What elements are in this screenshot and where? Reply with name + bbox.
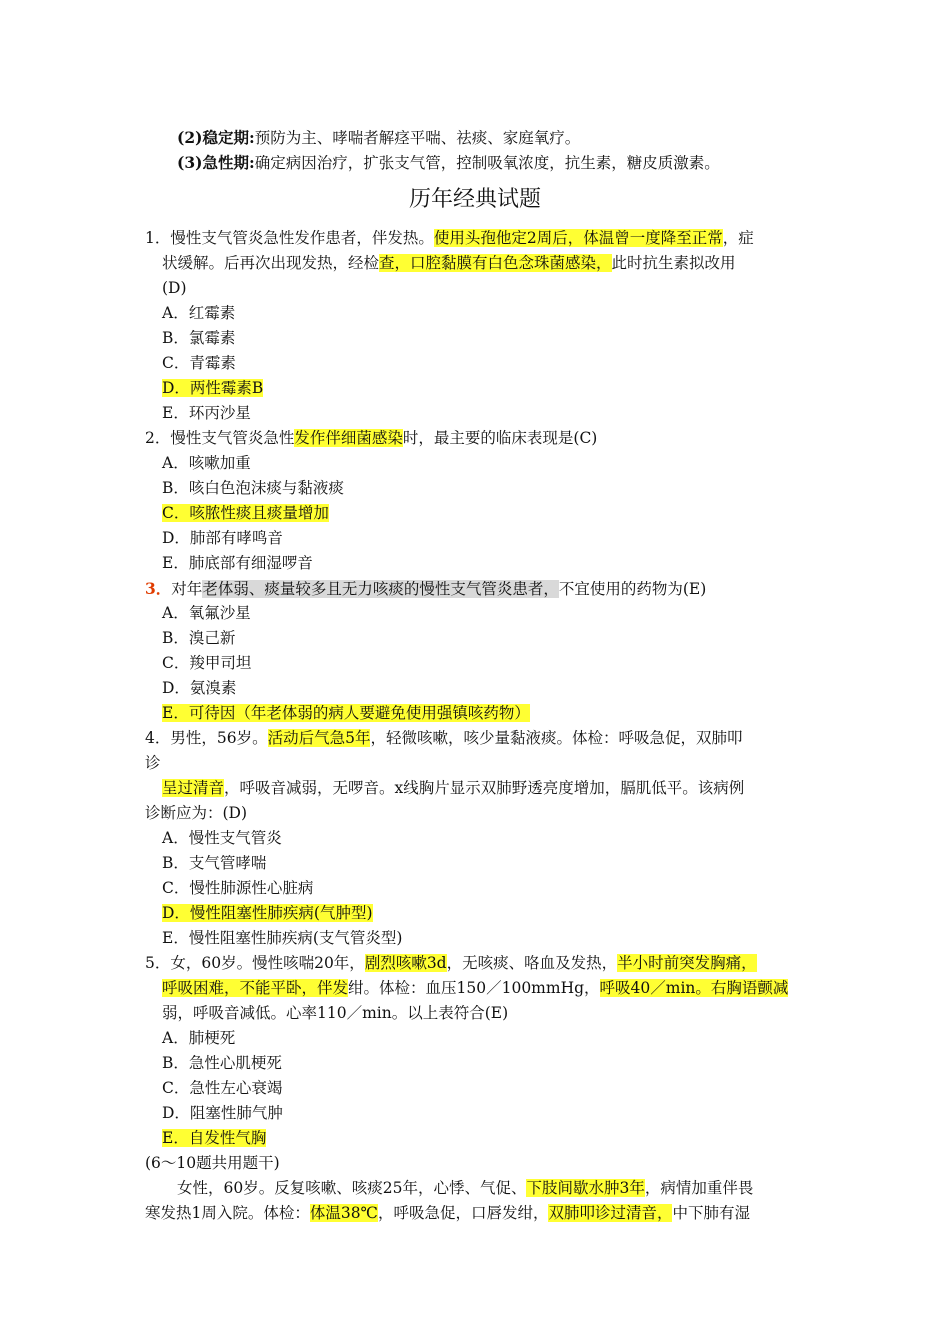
intro-acute-phase <box>177 150 720 175</box>
q5-option-d: D．阻塞性肺气肿 <box>162 1104 283 1122</box>
q1-answer-key: (D) <box>162 279 187 297</box>
q4-option-e: E．慢性阻塞性肺疾病(支气管炎型) <box>162 929 403 947</box>
q4-option-b: B．支气管哮喘 <box>162 854 267 872</box>
q1-option-d <box>162 376 263 401</box>
q6-text: 女性，60岁。反复咳嗽、咳痰25年，心悸、气促、 <box>177 1179 527 1197</box>
q4-highlight: 呈过清音 <box>162 779 225 797</box>
q5-text: 绀。体检：血压150／100mmHg， <box>348 979 600 997</box>
q5-option-b: B．急性心肌梗死 <box>162 1054 282 1072</box>
q2-option-e: E．肺底部有细湿啰音 <box>162 554 313 572</box>
q2-option-d: D．肺部有哮鸣音 <box>162 529 283 547</box>
q2-stem <box>145 426 597 451</box>
q6-text: 寒发热1周入院。体检： <box>145 1204 310 1222</box>
q5-highlight: 剧烈咳嗽3d <box>364 954 447 972</box>
q6-highlight: 体温38℃ <box>309 1204 378 1222</box>
q3-option-d: D．氨溴素 <box>162 679 237 697</box>
q1-highlight: 使用头孢他定2周后，体温曾一度降至正常 <box>433 229 723 247</box>
q5-stem-line2 <box>162 976 788 1001</box>
q6-highlight: 双肺叩诊过清音， <box>548 1204 673 1222</box>
q5-text: ，无咳痰、咯血及发热， <box>446 954 618 972</box>
q6-text: ，呼吸急促，口唇发绀， <box>377 1204 549 1222</box>
q5-highlight: 呼吸40／min。右胸语颤减 <box>599 979 789 997</box>
q3-text: 不宜使用的药物为(E) <box>558 580 707 598</box>
q4-stem-line4: 诊断应为：(D) <box>145 804 248 822</box>
q4-text: ，呼吸音减弱，无啰音。x线胸片显示双肺野透亮度增加，膈肌低平。该病例 <box>224 779 745 797</box>
q3-option-b: B．溴己新 <box>162 629 236 647</box>
q3-option-a: A．氧氟沙星 <box>162 604 251 622</box>
q5-option-e <box>162 1126 266 1151</box>
q6-stem-line2 <box>145 1201 750 1226</box>
intro-stable-phase <box>177 125 580 150</box>
stable-phase-label: (2)稳定期: <box>177 128 255 147</box>
q5-option-a: A．肺梗死 <box>162 1029 236 1047</box>
q2-option-a: A．咳嗽加重 <box>162 454 251 472</box>
q4-stem-line1 <box>145 726 742 751</box>
section-title: 历年经典试题 <box>408 187 541 212</box>
acute-phase-text: 确定病因治疗，扩张支气管，控制吸氧浓度，抗生素，糖皮质激素。 <box>254 154 720 172</box>
q6-stem-line1 <box>177 1176 753 1201</box>
q3-option-e <box>162 701 530 726</box>
q4-option-c: C．慢性肺源性心脏病 <box>162 879 314 897</box>
acute-phase-label: (3)急性期: <box>177 153 255 172</box>
stable-phase-text: 预防为主、哮喘者解痉平喘、祛痰、家庭氧疗。 <box>254 129 581 147</box>
q4-stem-line3 <box>162 776 744 801</box>
q3-shaded-text: 老体弱、痰量较多且无力咳痰的慢性支气管炎患者， <box>202 580 559 598</box>
q5-stem-line3: 弱，呼吸音减低。心率110／min。以上表符合(E) <box>162 1004 509 1022</box>
q1-option-e: E．环丙沙星 <box>162 404 251 422</box>
q5-option-e-text: E．自发性气胸 <box>162 1129 267 1147</box>
q1-stem-line2 <box>162 251 736 276</box>
q3-text: 对年 <box>171 580 203 598</box>
q4-option-d <box>162 901 373 926</box>
q5-option-c: C．急性左心衰竭 <box>162 1079 283 1097</box>
q5-stem-line1 <box>145 951 757 976</box>
q5-text: 5．女，60岁。慢性咳喘20年， <box>145 954 365 972</box>
q5-highlight: 呼吸困难，不能平卧，伴发 <box>162 979 349 997</box>
q4-stem-line2: 诊 <box>145 754 161 772</box>
q4-option-a: A．慢性支气管炎 <box>162 829 282 847</box>
q1-option-d-text: D．两性霉素B <box>162 379 264 397</box>
q1-text: ，症 <box>722 229 754 247</box>
q2-option-c <box>162 501 329 526</box>
q3-option-e-text: E．可待因（年老体弱的病人要避免使用强镇咳药物） <box>162 704 530 722</box>
q1-stem-line1 <box>145 226 754 251</box>
q1-option-c: C．青霉素 <box>162 354 236 372</box>
q2-text: 时，最主要的临床表现是(C) <box>402 429 598 447</box>
q1-option-b: B．氯霉素 <box>162 329 236 347</box>
q1-text: 状缓解。后再次出现发热，经检 <box>162 254 380 272</box>
q2-text: 2．慢性支气管炎急性 <box>145 429 295 447</box>
q6-highlight: 下肢间歇水肿3年 <box>526 1179 645 1197</box>
q3-stem <box>145 576 706 601</box>
q4-option-d-text: D．慢性阻塞性肺疾病(气肿型) <box>162 904 373 922</box>
q3-option-c: C．羧甲司坦 <box>162 654 252 672</box>
q1-option-a: A．红霉素 <box>162 304 236 322</box>
q2-option-b: B．咳白色泡沫痰与黏液痰 <box>162 479 344 497</box>
q6-text: ，病情加重伴畏 <box>644 1179 754 1197</box>
q2-option-c-text: C．咳脓性痰且痰量增加 <box>162 504 329 522</box>
q4-text: 4．男性，56岁。 <box>145 729 268 747</box>
q1-text: 此时抗生素拟改用 <box>611 254 736 272</box>
q6-text: 中下肺有湿 <box>672 1204 750 1222</box>
q4-highlight: 活动后气急5年 <box>267 729 371 747</box>
q4-text: ，轻微咳嗽，咳少量黏液痰。体检：呼吸急促，双肺叩 <box>370 729 743 747</box>
q1-text: 1．慢性支气管炎急性发作患者，伴发热。 <box>145 229 434 247</box>
q6-10-heading: (6～10题共用题干) <box>145 1154 280 1172</box>
q2-highlight: 发作伴细菌感染 <box>294 429 403 447</box>
q5-highlight: 半小时前突发胸痛， <box>617 954 757 972</box>
q1-highlight: 查，口腔黏膜有白色念珠菌感染， <box>379 254 612 272</box>
q3-number: 3． <box>145 579 172 598</box>
